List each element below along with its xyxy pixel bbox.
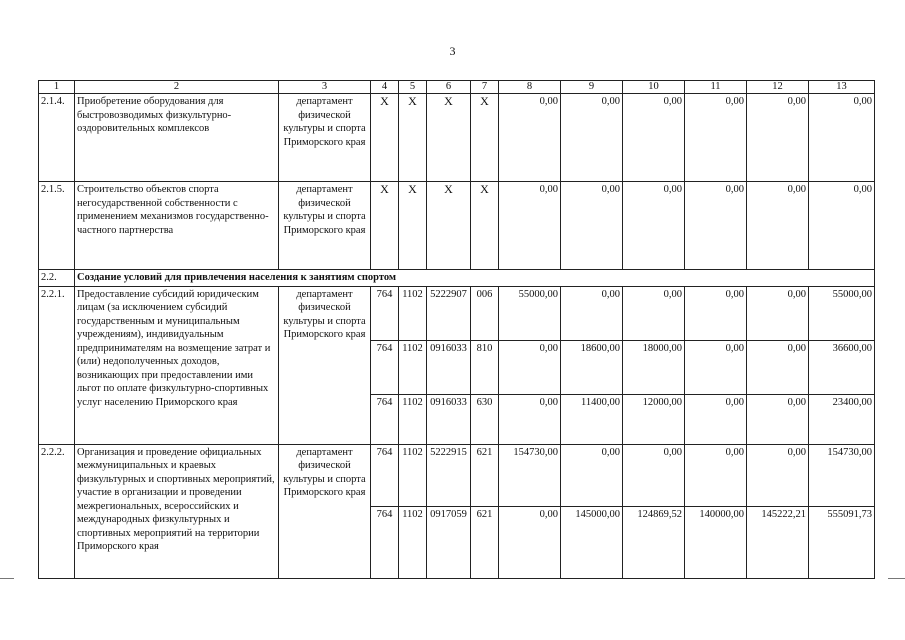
scan-mark-right	[888, 578, 905, 579]
cell: 0,00	[561, 444, 623, 506]
table-row	[39, 286, 875, 340]
page-number: 3	[449, 44, 456, 58]
cell: X	[399, 94, 427, 182]
cell: 764	[371, 394, 399, 444]
cell: 0,00	[623, 286, 685, 340]
cell: 764	[371, 506, 399, 578]
cell: 1102	[399, 286, 427, 340]
row-id: 2.1.4.	[39, 94, 75, 182]
cell: 0917059	[427, 506, 471, 578]
cell: 18000,00	[623, 340, 685, 394]
cell: 764	[371, 340, 399, 394]
row-id: 2.2.1.	[39, 286, 75, 444]
cell: 0,00	[623, 94, 685, 182]
table-row	[39, 94, 875, 182]
cell: 140000,00	[685, 506, 747, 578]
cell: 0,00	[747, 444, 809, 506]
cell: 0,00	[685, 94, 747, 182]
cell: 18600,00	[561, 340, 623, 394]
row-id: 2.2.2.	[39, 444, 75, 578]
cell: 0,00	[499, 506, 561, 578]
cell: 5222915	[427, 444, 471, 506]
cell: 0,00	[747, 94, 809, 182]
cell: 0,00	[561, 182, 623, 270]
row-dept: департамент физической культуры и спорта Приморского края	[279, 182, 371, 270]
cell: 145000,00	[561, 506, 623, 578]
cell: 0916033	[427, 340, 471, 394]
cell: 555091,73	[809, 506, 875, 578]
cell: 0,00	[623, 182, 685, 270]
cell: X	[471, 182, 499, 270]
col-header: 1	[39, 81, 75, 94]
cell: 0,00	[499, 394, 561, 444]
cell: 0,00	[685, 286, 747, 340]
cell: 1102	[399, 444, 427, 506]
cell: 0,00	[561, 94, 623, 182]
cell: 0,00	[809, 182, 875, 270]
cell: 124869,52	[623, 506, 685, 578]
row-dept: департамент физической культуры и спорта Приморского края	[279, 444, 371, 578]
col-header: 4	[371, 81, 399, 94]
cell: 5222907	[427, 286, 471, 340]
cell: 0,00	[685, 394, 747, 444]
col-header: 9	[561, 81, 623, 94]
table-row	[39, 182, 875, 270]
row-name: Приобретение оборудования для быстровозводимых физкультурно-оздоровительных комплексов	[75, 94, 279, 182]
cell: 0,00	[685, 340, 747, 394]
cell: 0,00	[685, 444, 747, 506]
col-header: 8	[499, 81, 561, 94]
cell: 154730,00	[499, 444, 561, 506]
table-row	[39, 444, 875, 506]
cell: 145222,21	[747, 506, 809, 578]
cell: 621	[471, 444, 499, 506]
cell: 764	[371, 444, 399, 506]
cell: 55000,00	[809, 286, 875, 340]
section-row	[39, 270, 875, 287]
row-id: 2.1.5.	[39, 182, 75, 270]
cell: 0,00	[623, 444, 685, 506]
cell: 12000,00	[623, 394, 685, 444]
row-name: Предоставление субсидий юридическим лицам (за исключением субсидий государственным и муниципальным учреждениям), индивидуальным предпринимателям на возмещение затрат и (или) недополученных доходов, возникающих при предоставлении ими льгот по оплате физкультурно-спортивных услуг населению Приморского края	[75, 286, 279, 444]
col-header: 11	[685, 81, 747, 94]
col-header: 6	[427, 81, 471, 94]
row-name: Строительство объектов спорта негосударственной собственности с применением механизмов государственно-частного партнерства	[75, 182, 279, 270]
cell: X	[427, 182, 471, 270]
row-name: Организация и проведение официальных межмуниципальных и краевых физкультурных и спортивных мероприятий, участие в организации и проведении межрегиональных, всероссийских и международных физкультурных и спортивных мероприятий на территории Приморского края	[75, 444, 279, 578]
cell: 810	[471, 340, 499, 394]
cell: 55000,00	[499, 286, 561, 340]
section-title: Создание условий для привлечения населения к занятиям спортом	[75, 270, 875, 287]
col-header: 7	[471, 81, 499, 94]
cell: 1102	[399, 394, 427, 444]
row-dept: департамент физической культуры и спорта Приморского края	[279, 286, 371, 444]
cell: X	[399, 182, 427, 270]
col-header: 2	[75, 81, 279, 94]
budget-table	[38, 80, 875, 579]
cell: X	[471, 94, 499, 182]
cell: 36600,00	[809, 340, 875, 394]
cell: 0916033	[427, 394, 471, 444]
col-header: 5	[399, 81, 427, 94]
cell: X	[371, 94, 399, 182]
cell: 11400,00	[561, 394, 623, 444]
scan-mark-left	[0, 578, 14, 579]
col-header: 3	[279, 81, 371, 94]
cell: 0,00	[685, 182, 747, 270]
cell: 0,00	[747, 394, 809, 444]
header-row	[39, 81, 875, 94]
section-id: 2.2.	[39, 270, 75, 287]
cell: 154730,00	[809, 444, 875, 506]
cell: 621	[471, 506, 499, 578]
row-dept: департамент физической культуры и спорта Приморского края	[279, 94, 371, 182]
col-header: 13	[809, 81, 875, 94]
cell: 0,00	[809, 94, 875, 182]
cell: 23400,00	[809, 394, 875, 444]
cell: 0,00	[499, 182, 561, 270]
cell: 630	[471, 394, 499, 444]
cell: 0,00	[499, 340, 561, 394]
cell: X	[371, 182, 399, 270]
col-header: 12	[747, 81, 809, 94]
cell: 006	[471, 286, 499, 340]
cell: 0,00	[499, 94, 561, 182]
cell: 1102	[399, 340, 427, 394]
col-header: 10	[623, 81, 685, 94]
cell: 764	[371, 286, 399, 340]
cell: 0,00	[561, 286, 623, 340]
cell: 1102	[399, 506, 427, 578]
cell: 0,00	[747, 182, 809, 270]
cell: X	[427, 94, 471, 182]
cell: 0,00	[747, 340, 809, 394]
cell: 0,00	[747, 286, 809, 340]
